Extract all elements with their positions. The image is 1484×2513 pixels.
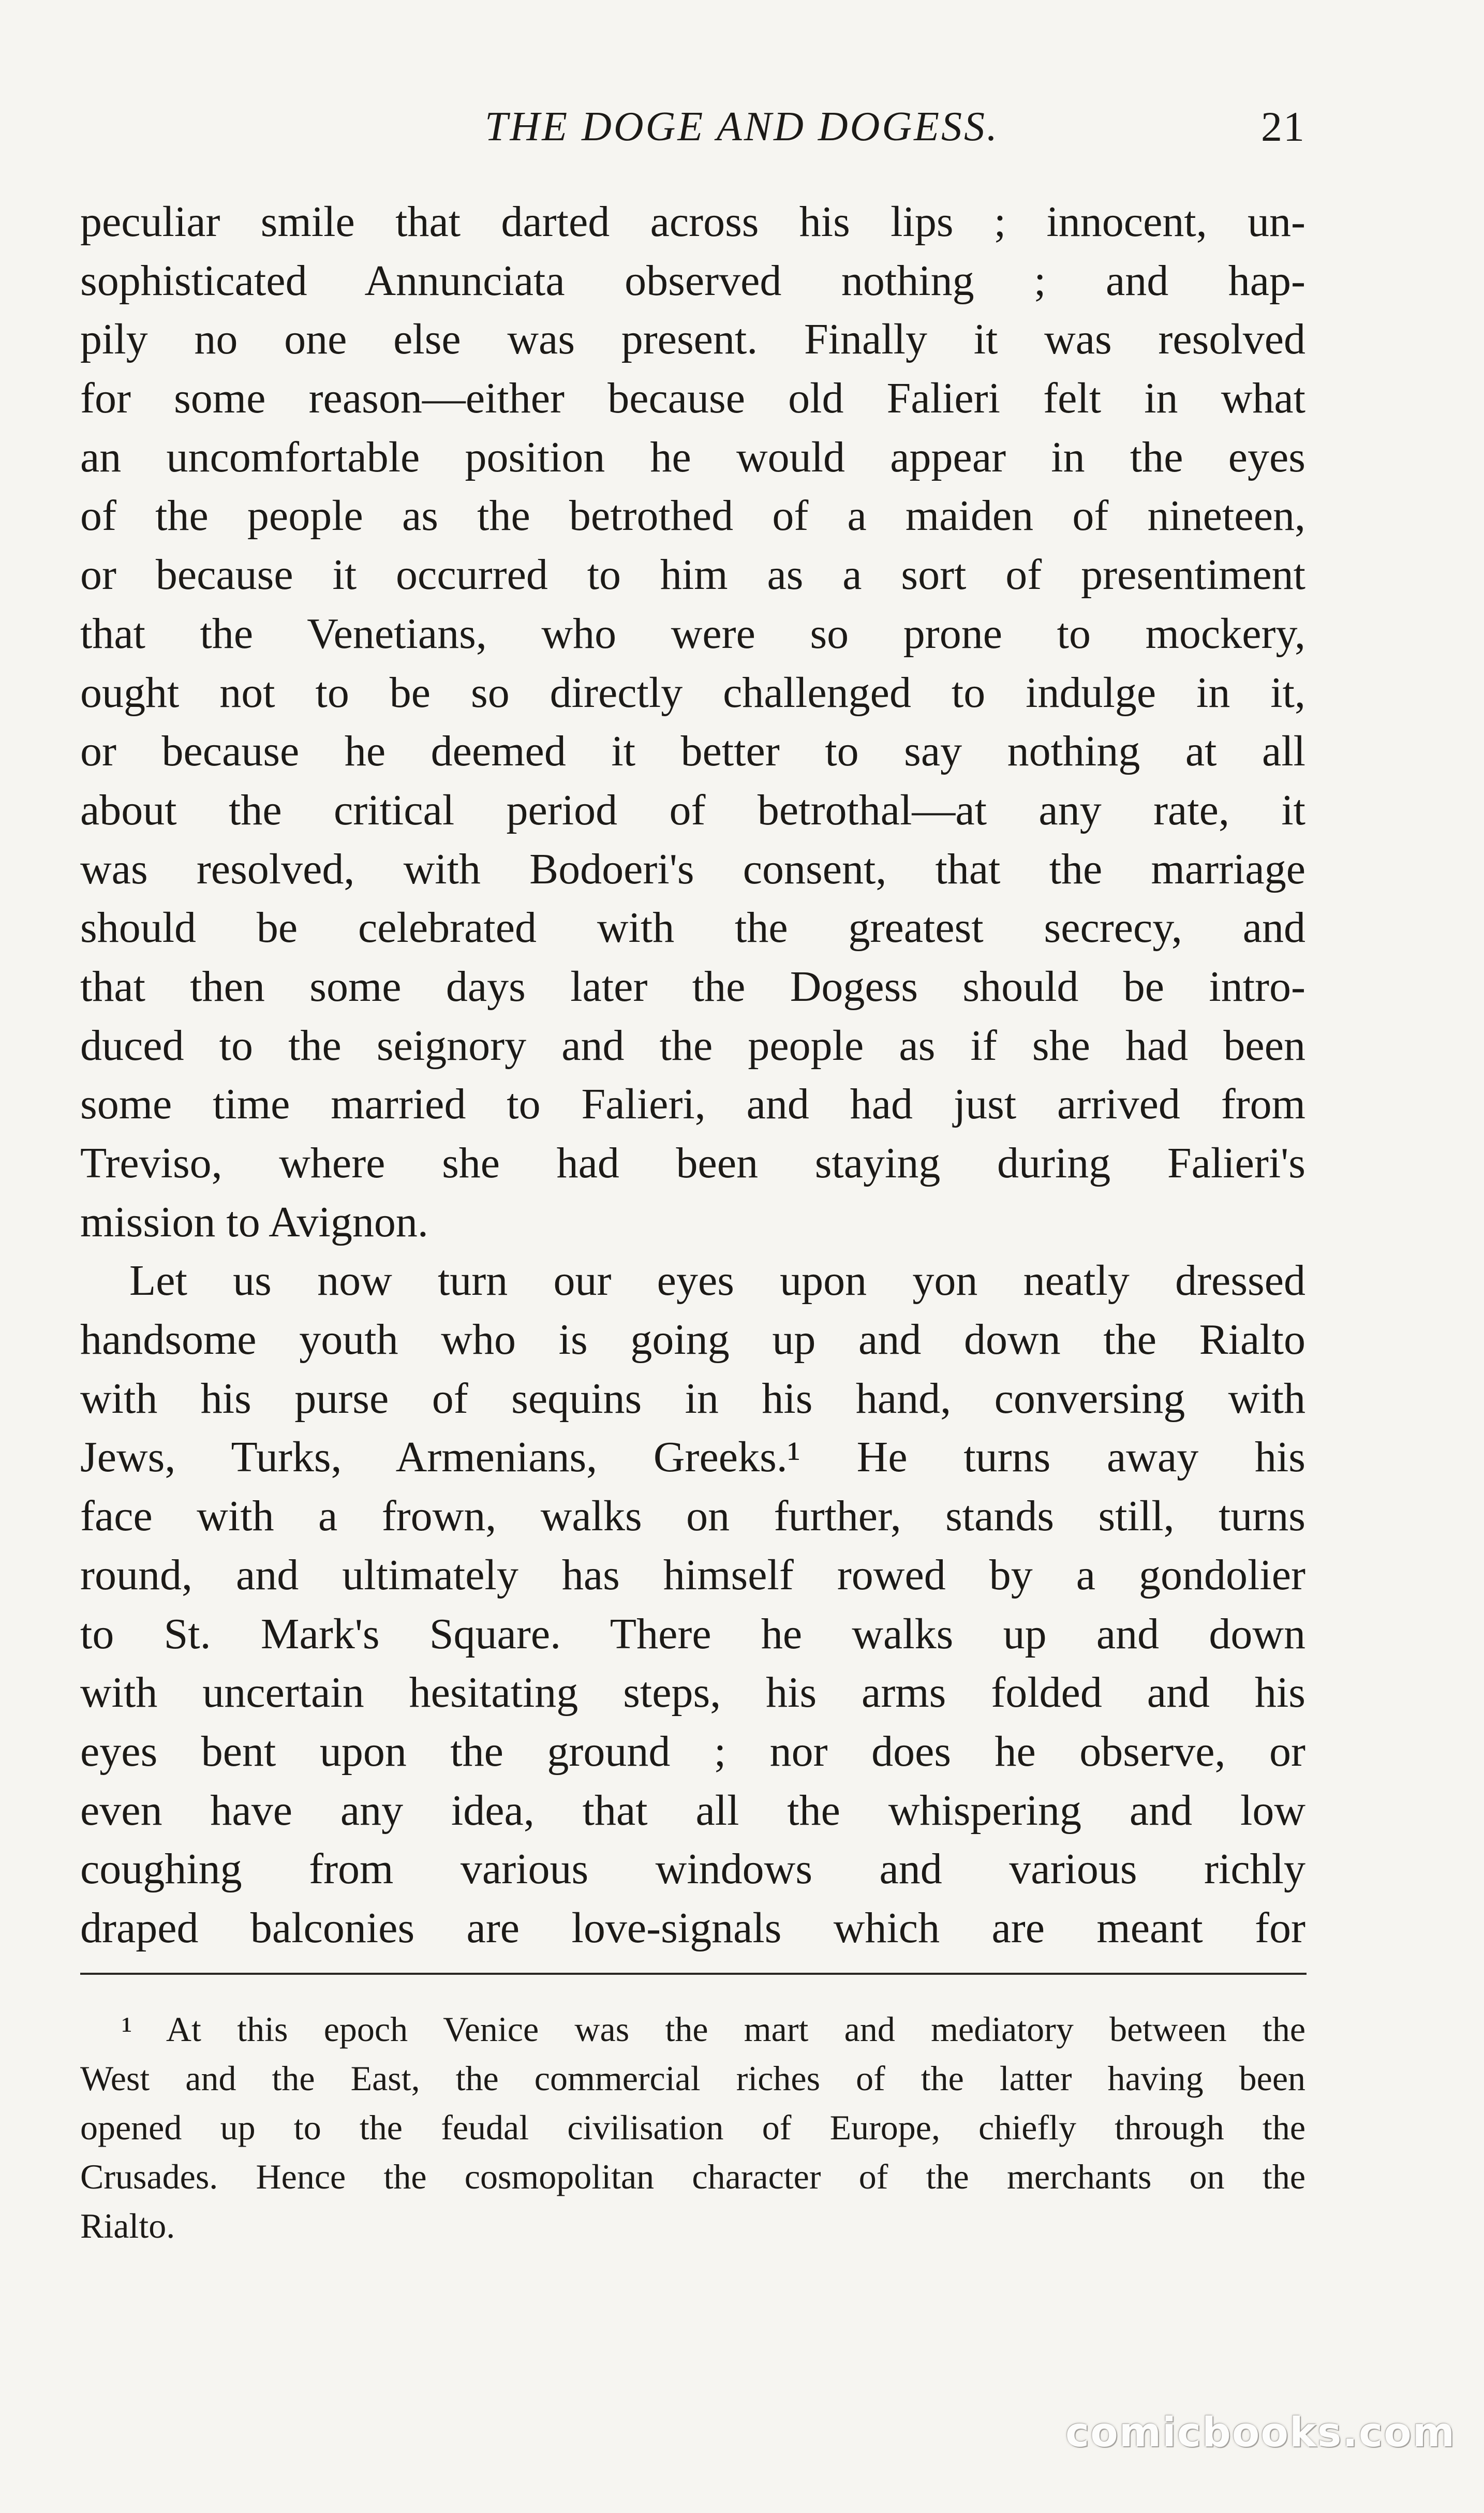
footnote-line: Crusades. Hence the cosmopolitan character of the merchants on the — [80, 2157, 1305, 2196]
text-line: that the Venetians, who were so prone to mockery, — [80, 609, 1305, 658]
text-line: to St. Mark's Square. There he walks up and down — [80, 1609, 1305, 1658]
text-line: Jews, Turks, Armenians, Greeks.¹ He turns away his — [80, 1433, 1305, 1482]
text-line: Treviso, where she had been staying during Falieri's — [80, 1139, 1305, 1187]
running-title: THE DOGE AND DOGESS. — [484, 104, 1000, 150]
page-number: 21 — [1261, 103, 1305, 150]
text-line: or because he deemed it better to say nothing at all — [80, 727, 1305, 776]
text-line: was resolved, with Bodoeri's consent, that the marriage — [80, 845, 1305, 893]
text-line: duced to the seignory and the people as if she had been — [80, 1021, 1305, 1070]
text-line: an uncomfortable position he would appear in the eyes — [80, 433, 1305, 481]
text-line: should be celebrated with the greatest secrecy, and — [80, 904, 1305, 952]
footnote-divider — [80, 1973, 1307, 1975]
text-line: coughing from various windows and various richly — [80, 1845, 1305, 1894]
text-line: some time married to Falieri, and had just arrived from — [80, 1080, 1305, 1129]
footnote-line: ¹ At this epoch Venice was the mart and mediatory between the — [122, 2009, 1305, 2049]
text-line: handsome youth who is going up and down the Rialto — [80, 1315, 1305, 1364]
paragraph-first-line: Let us now turn our eyes upon yon neatly dressed — [129, 1256, 1305, 1305]
text-line: of the people as the betrothed of a maiden of nineteen, — [80, 492, 1305, 540]
text-line: that then some days later the Dogess should be intro- — [80, 962, 1305, 1011]
text-line: peculiar smile that darted across his lips ; innocent, un- — [80, 198, 1305, 246]
text-line: with uncertain hesitating steps, his arms folded and his — [80, 1668, 1305, 1717]
text-line: pily no one else was present. Finally it was resolved — [80, 315, 1305, 364]
footnote-line: West and the East, the commercial riches of the latter having been — [80, 2059, 1305, 2098]
text-line: with his purse of sequins in his hand, conversing with — [80, 1374, 1305, 1423]
running-head — [0, 98, 1484, 155]
paragraph-end-line: mission to Avignon. — [80, 1198, 428, 1246]
text-line: or because it occurred to him as a sort of presentiment — [80, 551, 1305, 599]
footnote — [80, 2005, 1305, 2251]
footnote-line: opened up to the feudal civilisation of Europe, chiefly through the — [80, 2108, 1305, 2147]
footnote-line: Rialto. — [80, 2206, 175, 2245]
watermark: comicbooks.com — [1065, 2409, 1456, 2456]
body-text — [80, 193, 1305, 1958]
text-line: eyes bent upon the ground ; nor does he observe, or — [80, 1727, 1305, 1776]
text-line: sophisticated Annunciata observed nothing ; and hap- — [80, 256, 1305, 305]
text-line: face with a frown, walks on further, stands still, turns — [80, 1492, 1305, 1541]
text-line: round, and ultimately has himself rowed by a gondolier — [80, 1550, 1305, 1599]
text-line: for some reason—either because old Falieri felt in what — [80, 374, 1305, 423]
text-line: about the critical period of betrothal—at any rate, it — [80, 786, 1305, 834]
text-line: ought not to be so directly challenged to indulge in it, — [80, 668, 1305, 717]
text-line: even have any idea, that all the whispering and low — [80, 1786, 1305, 1835]
text-line: draped balconies are love-signals which are meant for — [80, 1903, 1305, 1952]
